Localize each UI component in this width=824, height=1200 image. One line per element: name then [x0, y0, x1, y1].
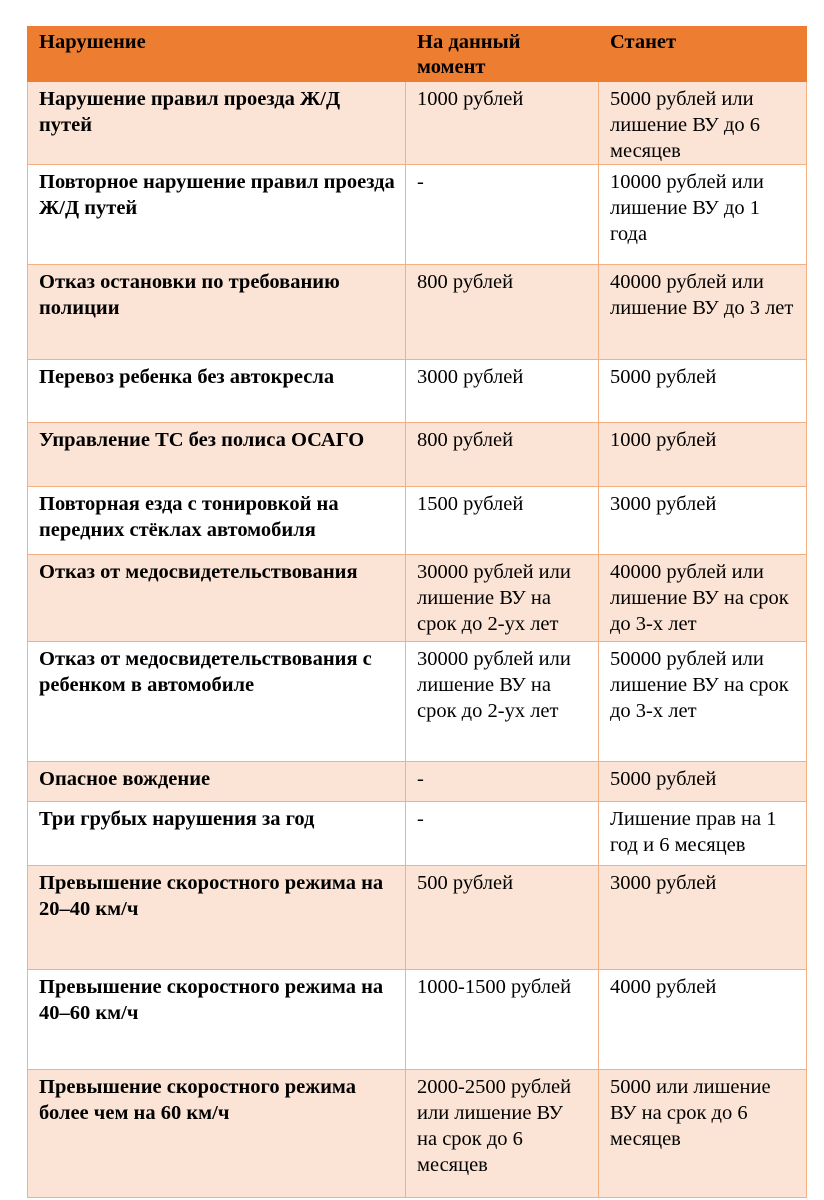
future-fine-cell: 5000 рублей — [599, 360, 807, 423]
header-future: Станет — [599, 27, 807, 82]
current-fine-cell: - — [406, 762, 599, 802]
table-row — [28, 165, 807, 265]
future-fine-cell: 5000 рублей — [599, 762, 807, 802]
current-fine-cell: 500 рублей — [406, 866, 599, 970]
table-row — [28, 762, 807, 802]
table-row — [28, 82, 807, 165]
violation-cell: Превышение скоростного режима на 20–40 км/ч — [28, 866, 406, 970]
future-fine-cell: 5000 или лишение ВУ на срок до 6 месяцев — [599, 1070, 807, 1198]
future-fine-cell: 5000 рублей или лишение ВУ до 6 месяцев — [599, 82, 807, 165]
current-fine-cell: 1500 рублей — [406, 487, 599, 555]
future-fine-cell: 40000 рублей или лишение ВУ до 3 лет — [599, 265, 807, 360]
violation-cell: Опасное вождение — [28, 762, 406, 802]
violation-cell: Отказ от медосвидетельствования с ребенком в автомобиле — [28, 642, 406, 762]
current-fine-cell: 30000 рублей или лишение ВУ на срок до 2-ух лет — [406, 555, 599, 642]
header-current: На данный момент — [406, 27, 599, 82]
current-fine-cell: - — [406, 802, 599, 866]
current-fine-cell: 800 рублей — [406, 265, 599, 360]
header-row — [28, 27, 807, 82]
future-fine-cell: 50000 рублей или лишение ВУ на срок до 3-х лет — [599, 642, 807, 762]
header-violation: Нарушение — [28, 27, 406, 82]
table-row — [28, 265, 807, 360]
violation-cell: Отказ от медосвидетельствования — [28, 555, 406, 642]
table-row — [28, 1070, 807, 1198]
table-row — [28, 802, 807, 866]
table-row — [28, 642, 807, 762]
table-row — [28, 555, 807, 642]
future-fine-cell: 4000 рублей — [599, 970, 807, 1070]
current-fine-cell: - — [406, 165, 599, 265]
current-fine-cell: 2000-2500 рублей или лишение ВУ на срок до 6 месяцев — [406, 1070, 599, 1198]
future-fine-cell: Лишение прав на 1 год и 6 месяцев — [599, 802, 807, 866]
violation-cell: Повторное нарушение правил проезда Ж/Д путей — [28, 165, 406, 265]
table-row — [28, 360, 807, 423]
current-fine-cell: 30000 рублей или лишение ВУ на срок до 2-ух лет — [406, 642, 599, 762]
table-row — [28, 866, 807, 970]
violation-cell: Нарушение правил проезда Ж/Д путей — [28, 82, 406, 165]
violation-cell: Три грубых нарушения за год — [28, 802, 406, 866]
violation-cell: Отказ остановки по требованию полиции — [28, 265, 406, 360]
future-fine-cell: 3000 рублей — [599, 487, 807, 555]
future-fine-cell: 40000 рублей или лишение ВУ на срок до 3-х лет — [599, 555, 807, 642]
table-row — [28, 487, 807, 555]
violation-cell: Управление ТС без полиса ОСАГО — [28, 423, 406, 487]
fines-table — [27, 26, 807, 1198]
table-row — [28, 423, 807, 487]
violation-cell: Повторная езда с тонировкой на передних стёклах автомобиля — [28, 487, 406, 555]
violation-cell: Перевоз ребенка без автокресла — [28, 360, 406, 423]
current-fine-cell: 3000 рублей — [406, 360, 599, 423]
current-fine-cell: 800 рублей — [406, 423, 599, 487]
future-fine-cell: 3000 рублей — [599, 866, 807, 970]
current-fine-cell: 1000 рублей — [406, 82, 599, 165]
violation-cell: Превышение скоростного режима на 40–60 км/ч — [28, 970, 406, 1070]
table-row — [28, 970, 807, 1070]
current-fine-cell: 1000-1500 рублей — [406, 970, 599, 1070]
future-fine-cell: 1000 рублей — [599, 423, 807, 487]
future-fine-cell: 10000 рублей или лишение ВУ до 1 года — [599, 165, 807, 265]
violation-cell: Превышение скоростного режима более чем на 60 км/ч — [28, 1070, 406, 1198]
